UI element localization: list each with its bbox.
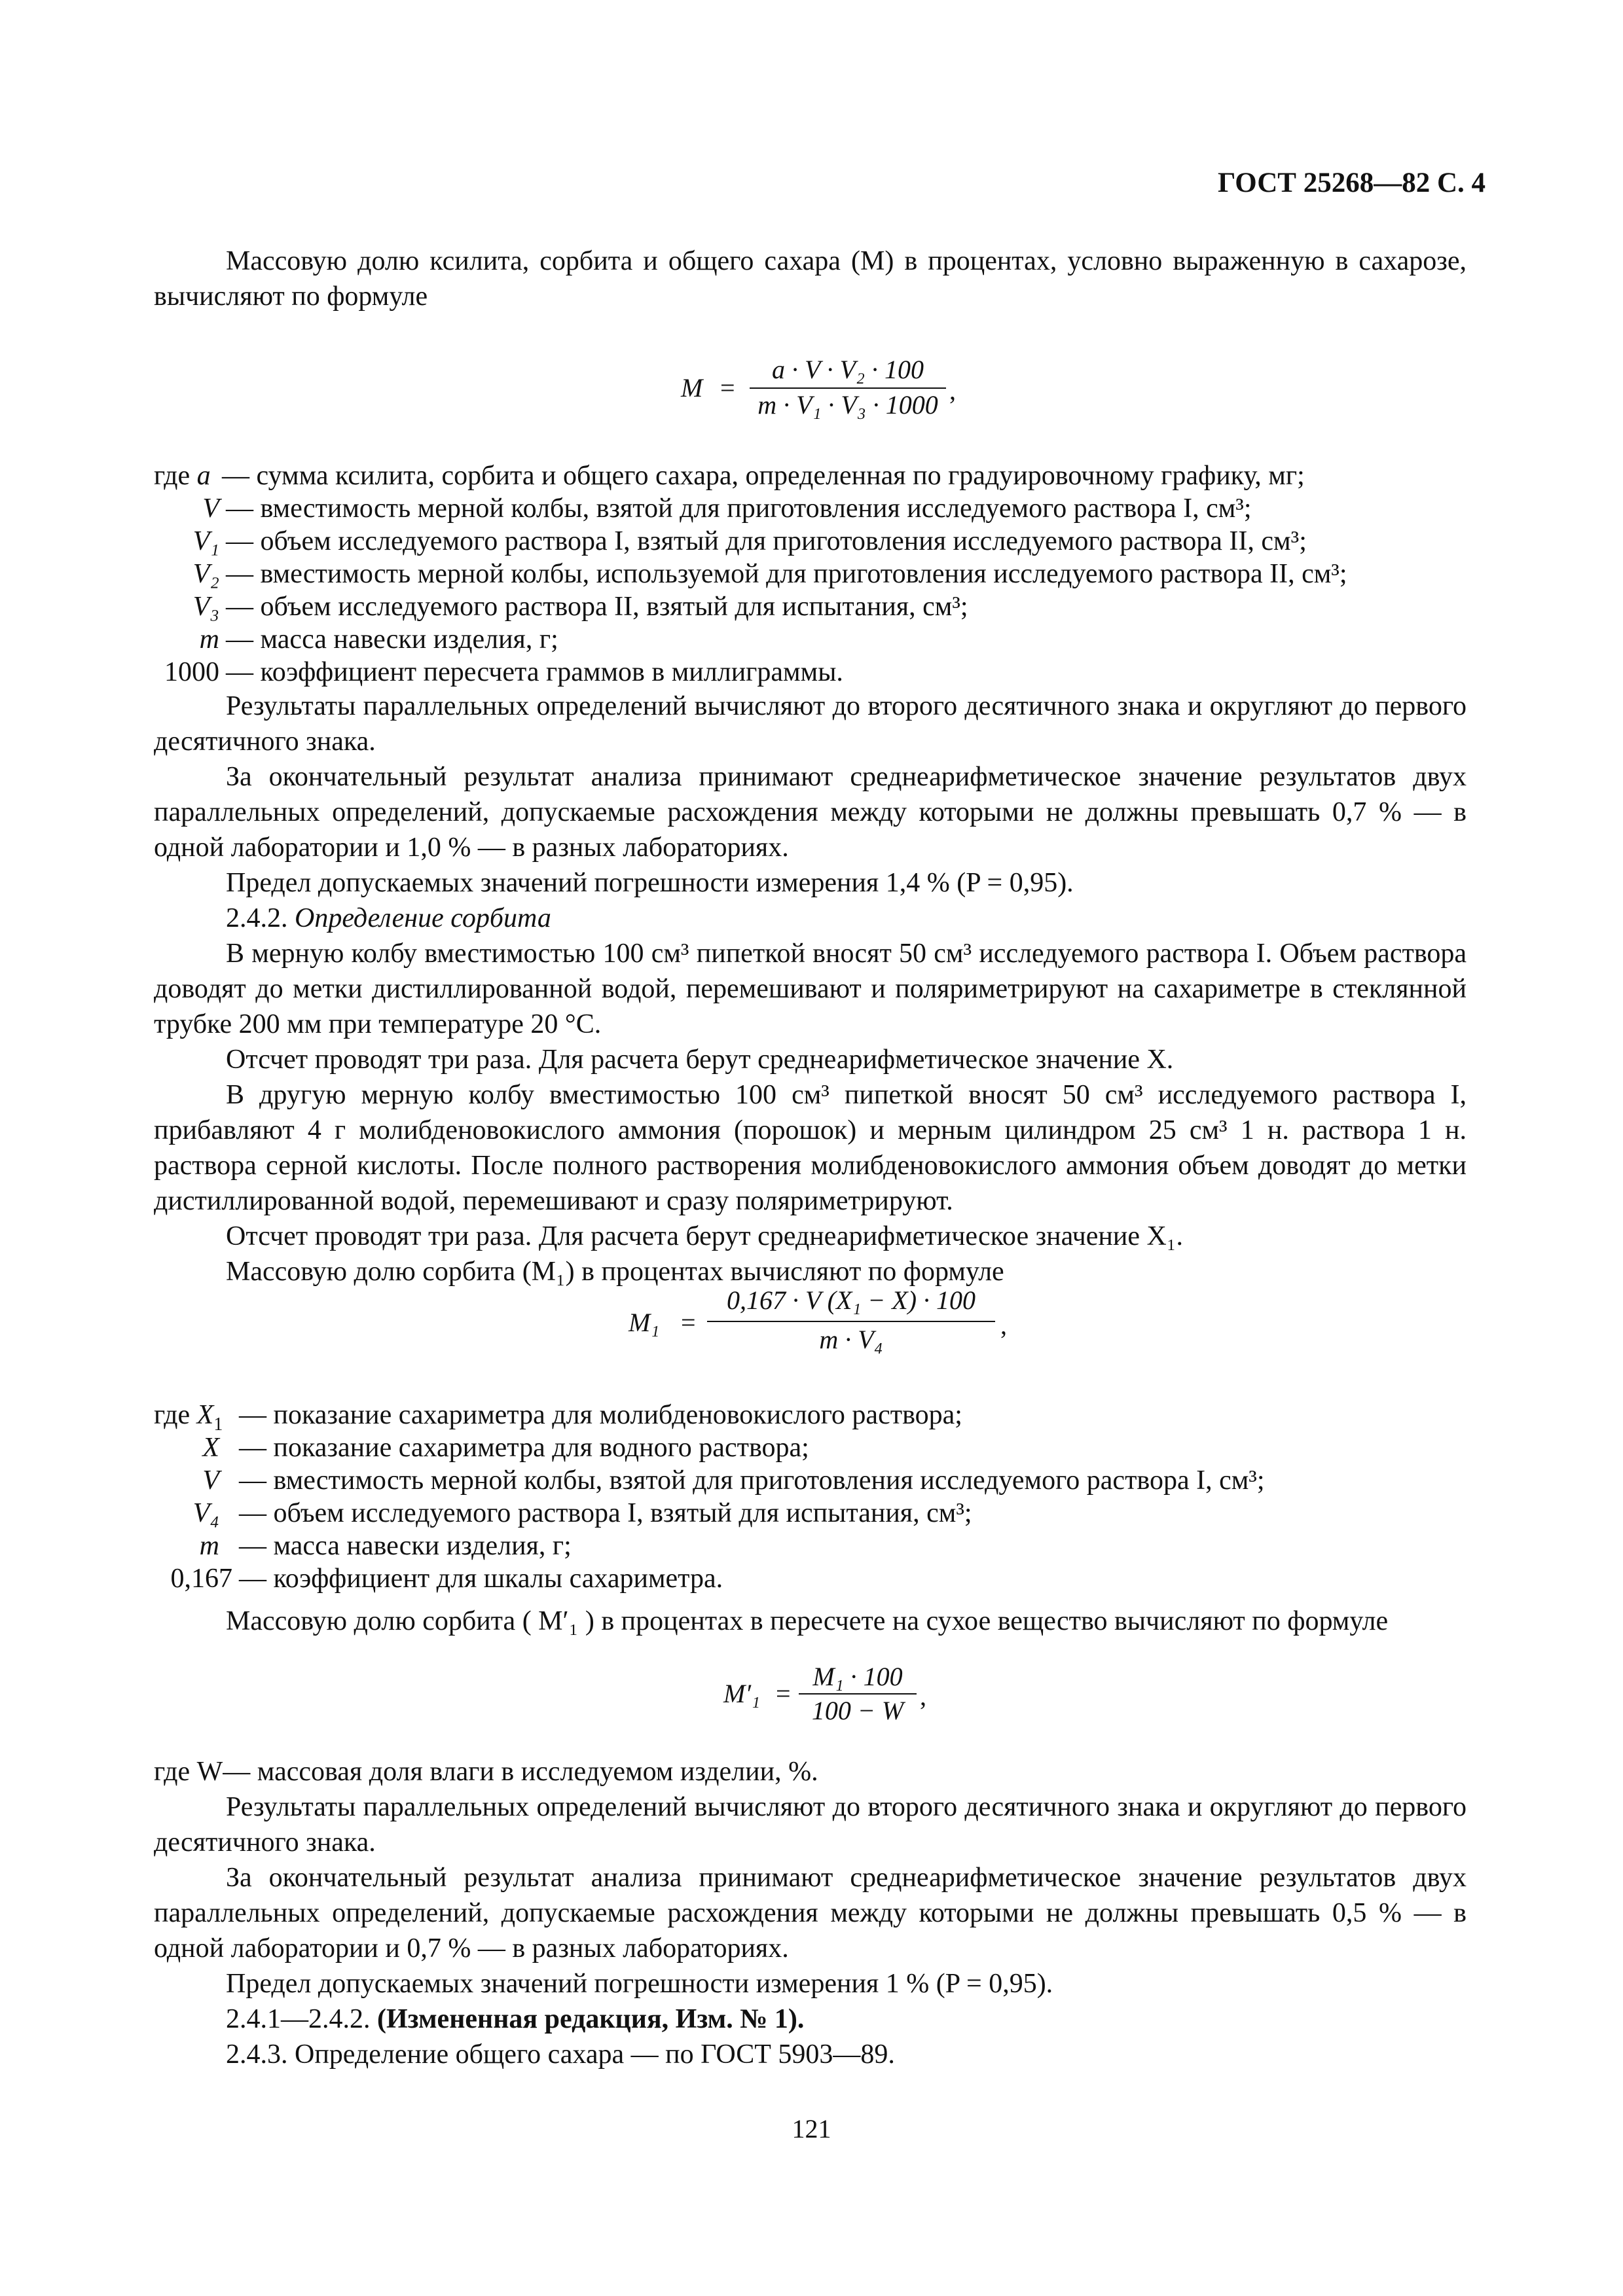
where-symbol: X [202, 1433, 219, 1463]
m1-intro-paragraph: Массовую долю сорбита (M₁) в процентах вычисляют по формуле [226, 1257, 1004, 1287]
formula-m1-prime-eq: = [776, 1679, 791, 1708]
formula-m-comma: , [949, 376, 956, 405]
flask-paragraph-2: В другую мерную колбу вместимостью 100 см³ пипеткой вносят 50 см³ исследуемого раствора I, прибавляют 4 г молибденовокислого аммония (порошок) и мерным цилиндром 25 см³ 1 н. раствора 1 н. раствора серной кислоты. После полного растворения молибденовокислого аммония объем доводят до метки дистиллированной водой, перемешивают и сразу поляриметрируют. [154, 1080, 1467, 1216]
where-text: — масса навески изделия, г; [239, 1531, 572, 1561]
where-text: — вместимость мерной колбы, взятой для приготовления исследуемого раствора I, см³; [226, 493, 1252, 524]
where-w-line: где W— массовая доля влаги в исследуемом изделии, %. [154, 1757, 818, 1787]
where-text: — вместимость мерной колбы, взятой для приготовления исследуемого раствора I, см³; [239, 1465, 1265, 1496]
formula-m-numerator: a · V · V₂ · 100 [771, 355, 924, 384]
where-item [154, 491, 1529, 524]
formula-m1-prime-lhs: M′₁ [723, 1679, 760, 1708]
formula-m-denominator: m · V₁ · V₃ · 1000 [757, 390, 938, 420]
amendment-line [154, 2001, 1467, 2037]
section-2-4-2-heading [154, 901, 1467, 936]
flask-paragraph-1: В мерную колбу вместимостью 100 см³ пипеткой вносят 50 см³ исследуемого раствора I. Объем раствора доводят до метки дистиллированной водой, перемешивают и поляриметрируют на сахариметре в стеклянной трубке 200 мм при температуре 20 °С. [154, 939, 1467, 1039]
intro-text: Массовую долю ксилита, сорбита и общего сахара (M) в процентах, условно выраженную в сахарозе, вычисляют по формуле [154, 246, 1467, 312]
reading-paragraph-1: Отсчет проводят три раза. Для расчета берут среднеарифметическое значение X. [226, 1045, 1174, 1075]
formula-m-eq: = [720, 373, 735, 403]
section-number: 2.4.2. [226, 903, 288, 933]
where-symbol: 0,167 [170, 1564, 232, 1594]
where-item [154, 556, 1529, 589]
formula-m1-comma: , [1000, 1310, 1007, 1340]
formula-m1-prime-numerator: M₁ · 100 [812, 1662, 903, 1691]
where-symbol: V₁ [192, 526, 219, 556]
page-header: ГОСТ 25268—82 С. 4 [1217, 168, 1486, 198]
where-list-2 [154, 1397, 1529, 1594]
where-text: — вместимость мерной колбы, используемой для приготовления исследуемого раствора II, см³; [226, 559, 1347, 589]
where-text: — сумма ксилита, сорбита и общего сахара, определенная по градуировочному графику, мг; [222, 461, 1305, 491]
where-item [154, 1463, 1529, 1496]
limit-paragraph: Предел допускаемых значений погрешности измерения 1,4 % (P = 0,95). [226, 868, 1074, 898]
where-symbol: m [199, 624, 219, 655]
formula-m [681, 355, 969, 420]
formula-m1-denominator: m · V₄ [819, 1325, 883, 1354]
where-symbol: где $X_1$ [154, 1400, 223, 1435]
where-text: — объем исследуемого раствора II, взятый для испытания, см³; [226, 592, 968, 622]
where-list-1 [154, 458, 1529, 687]
formula-m1-lhs: M₁ [629, 1308, 660, 1337]
where-symbol: где a [154, 461, 211, 491]
intro-paragraph [154, 243, 1467, 314]
where-symbol: 1000 [164, 657, 219, 687]
formula-m-lhs: M [681, 373, 703, 403]
where-item [154, 524, 1529, 556]
limit-paragraph-2: Предел допускаемых значений погрешности измерения 1 % (P = 0,95). [226, 1969, 1053, 1999]
formula-m1-prime-denominator: 100 − W [811, 1696, 904, 1725]
where-item [154, 1496, 1529, 1528]
where-symbol: m [199, 1531, 219, 1561]
where-item [154, 1430, 1529, 1463]
where-text: — масса навески изделия, г; [226, 624, 558, 655]
results-block-1 [154, 689, 1467, 1289]
section-2-4-3: 2.4.3. Определение общего сахара — по ГОСТ 5903—89. [226, 2039, 895, 2070]
m1prime-intro-block [154, 1604, 1467, 1639]
where-text: — коэффициент пересчета граммов в миллиграммы. [226, 657, 843, 687]
where-item [154, 1561, 1529, 1594]
formula-m1-numerator: 0,167 · V (X₁ − X) · 100 [726, 1285, 976, 1315]
where-text: — объем исследуемого раствора I, взятый для испытания, см³; [239, 1498, 972, 1528]
where-symbol: V₂ [192, 559, 219, 589]
results-paragraph: Результаты параллельных определений вычисляют до второго десятичного знака и округляют до первого десятичного знака. [154, 691, 1467, 757]
formula-m1 [629, 1283, 1034, 1355]
where-symbol: V [202, 493, 219, 524]
where-text: — объем исследуемого раствора I, взятый для приготовления исследуемого раствора II, см³; [226, 526, 1307, 556]
amendment-note: (Измененная редакция, Изм. № 1). [377, 2004, 805, 2034]
where-text: — показание сахариметра для водного раствора; [239, 1433, 809, 1463]
amendment-ref: 2.4.1—2.4.2. [226, 2004, 371, 2034]
final-result-paragraph: За окончательный результат анализа принимают среднеарифметическое значение результатов двух параллельных определений, допускаемые расхождения между которыми не должны превышать 0,7 % — в одной лаборатории и 1,0 % — в разных лабораториях. [154, 762, 1467, 863]
formula-m1-prime [723, 1659, 959, 1725]
where-item [154, 1528, 1529, 1561]
m1prime-intro-paragraph: Массовую долю сорбита ( M′₁ ) в процентах в пересчете на сухое вещество вычисляют по формуле [226, 1606, 1389, 1636]
reading-paragraph-2: Отсчет проводят три раза. Для расчета берут среднеарифметическое значение X₁. [226, 1221, 1183, 1251]
final-result-paragraph-2: За окончательный результат анализа принимают среднеарифметическое значение результатов двух параллельных определений, допускаемые расхождения между которыми не должны превышать 0,5 % — в одной лаборатории и 0,7 % — в разных лабораториях. [154, 1863, 1467, 1964]
where-item [154, 1397, 1529, 1435]
where-item [154, 622, 1529, 655]
page-number: 121 [792, 2114, 831, 2144]
results-paragraph-2: Результаты параллельных определений вычисляют до второго десятичного знака и округляют до первого десятичного знака. [154, 1792, 1467, 1857]
where-item [154, 458, 1529, 491]
formula-m1-prime-comma: , [920, 1681, 926, 1711]
where-text: — коэффициент для шкалы сахариметра. [239, 1564, 723, 1594]
final-block [154, 1754, 1467, 2072]
where-item [154, 589, 1529, 622]
where-symbol: V₃ [192, 592, 219, 622]
where-text: — показание сахариметра для молибденовокислого раствора; [239, 1400, 962, 1430]
formula-m1-eq: = [681, 1308, 696, 1337]
section-title: Определение сорбита [295, 903, 551, 933]
where-item [154, 655, 1529, 687]
where-symbol: V [202, 1465, 219, 1496]
where-symbol: V₄ [192, 1498, 219, 1528]
